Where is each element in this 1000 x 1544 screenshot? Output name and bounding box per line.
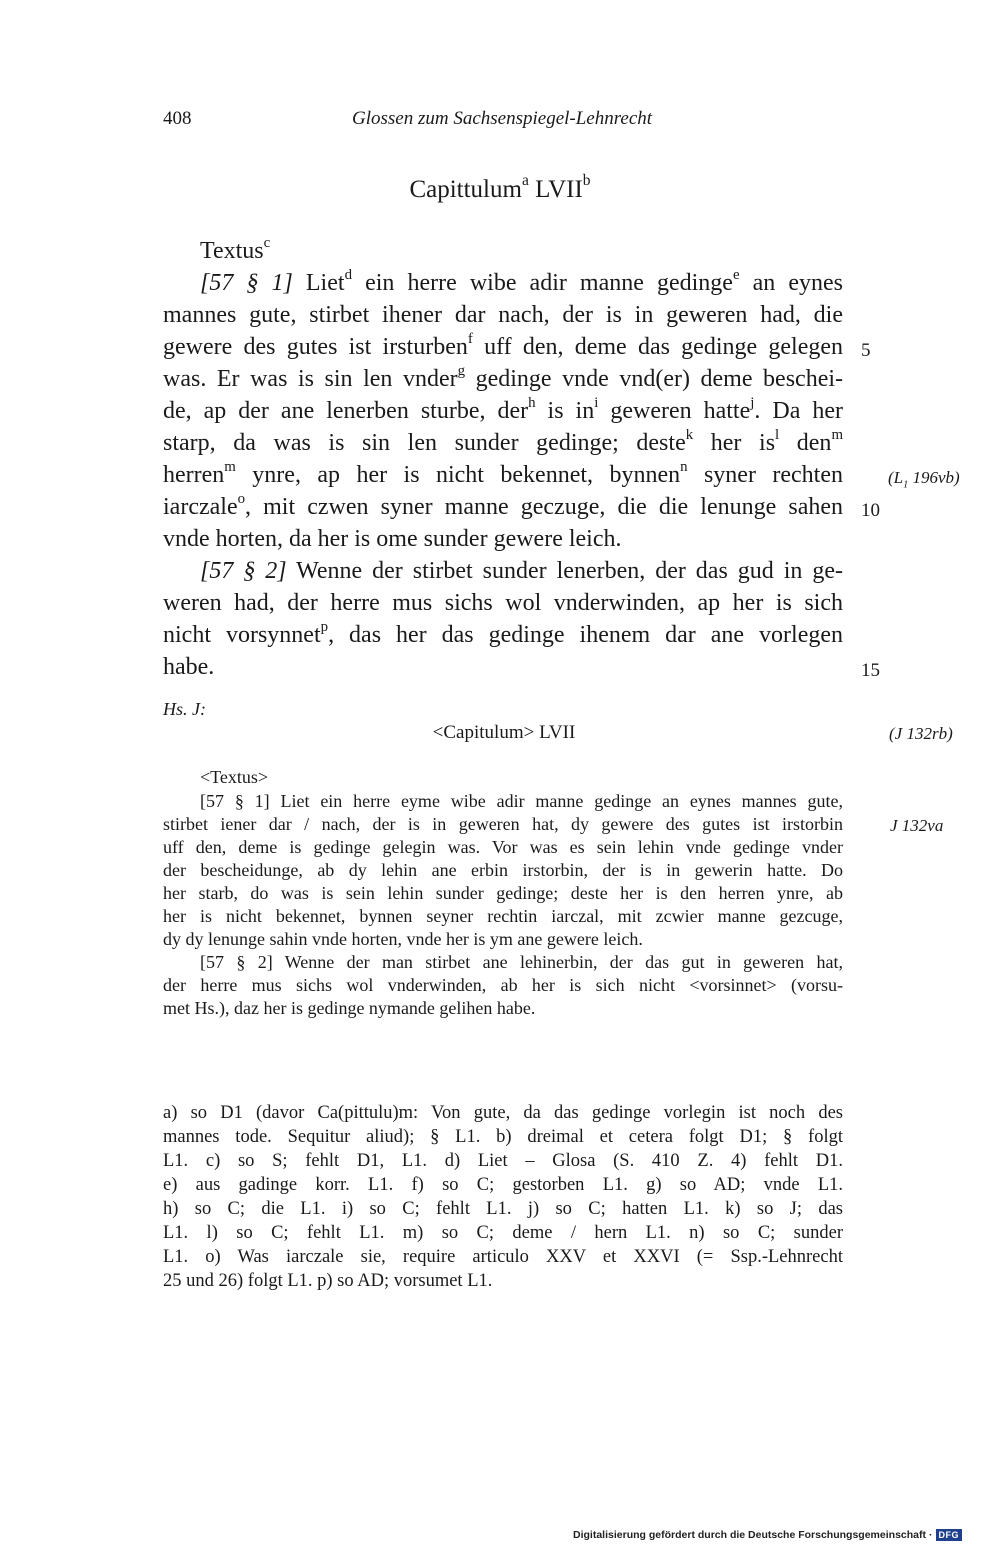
manuscript-line: [57 § 1] Liet ein herre eyme wibe adir manne gedinge an eynes mannes gute, [200, 791, 843, 811]
footer-credit: Digitalisierung gefördert durch die Deutsche Forschungsgemeinschaft · DFG [573, 1529, 962, 1541]
paragraph-ref: [57 § 2] [200, 558, 287, 584]
text-line: vnde horten, da her is ome sunder gewere leich. [163, 526, 622, 552]
line-number: 15 [861, 660, 880, 681]
text-line: iarczale$^o$, mit czwen syner manne geczuge, die die lenunge sahen [163, 490, 843, 520]
text-line: habe. [163, 654, 215, 680]
manuscript-line: dy dy lenunge sahin vnde horten, vnde her is ym ane gewere leich. [163, 929, 643, 949]
apparatus-line: 25 und 26) folgt L1. p) so AD; vorsumet L1. [163, 1271, 493, 1291]
chapter-title: Capittulum$^a$ LVII$^b$ [409, 172, 591, 203]
text-line: weren had, der herre mus sichs wol vnderwinden, ap her is sich [163, 590, 843, 616]
page-number: 408 [163, 108, 192, 129]
manuscript-line: [57 § 2] Wenne der man stirbet ane lehinerbin, der das gut in geweren hat, [200, 952, 843, 972]
apparatus-line: a) so D1 (davor Ca(pittulu)m: Von gute, da das gedinge vorlegin ist noch des [163, 1103, 843, 1123]
apparatus-line: mannes tode. Sequitur aliud); § L1. b) dreimal et cetera folgt D1; § folgt [163, 1127, 843, 1147]
text-line: [57 § 2] Wenne der stirbet sunder lenerben, der das gud in ge- [200, 558, 843, 584]
apparatus-line: e) aus gadinge korr. L1. f) so C; gestorben L1. g) so AD; vnde L1. [163, 1175, 843, 1195]
apparatus-line: L1. o) Was iarczale sie, require articulo XXV et XXVI (= Ssp.-Lehnrecht [163, 1247, 843, 1267]
text-line: gewere des gutes ist irsturben$^f$ uff den, deme das gedinge gelegen [163, 330, 843, 360]
manuscript-line: stirbet iener dar / nach, der is in geweren hat, dy gewere des gutes ist irstorbin [163, 814, 843, 834]
manuscript-line: uff den, deme is gedinge gelegin was. Vor was es sein lehin vnde gedinge vnder [163, 837, 843, 857]
manuscript-line: met Hs.), daz her is gedinge nymande gelihen habe. [163, 998, 536, 1018]
textus-heading: Textus$^c$ [200, 234, 271, 264]
paragraph-ref: [57 § 1] [200, 270, 293, 296]
manuscript-line: der herre mus sichs wol vnderwinden, ab her is sich nicht <vorsinnet> (vorsu- [163, 975, 843, 995]
apparatus-line: h) so C; die L1. i) so C; fehlt L1. j) so C; hatten L1. k) so J; das [163, 1199, 843, 1219]
line-number: 10 [861, 500, 880, 521]
line-number: 5 [861, 340, 871, 361]
manuscript-line: der bescheidunge, ab dy lehin ane erbin irstorbin, der is in gewerin hatte. Do [163, 860, 843, 880]
text-line: herren$^m$ ynre, ap her is nicht bekennet, bynnen$^n$ syner rechten [163, 458, 843, 488]
text-line: nicht vorsynnet$^p$, das her das gedinge ihenem dar ane vorlegen [163, 618, 844, 648]
margin-note-j-head: (J 132rb) [889, 724, 953, 743]
footer-credit-text: Digitalisierung gefördert durch die Deutsche Forschungsgemeinschaft [573, 1529, 926, 1541]
text-line: [57 § 1] Liet$^d$ ein herre wibe adir manne gedinge$^e$ an eynes [200, 266, 844, 296]
margin-note-l1: ($L_1$ 196vb) [888, 468, 960, 491]
running-title: Glossen zum Sachsenspiegel-Lehnrecht [352, 108, 653, 129]
manuscript-line: her starb, do was is sein lehin sunder gedinge; deste her is den herren ynre, ab [163, 883, 843, 903]
text-line: de, ap der ane lenerben sturbe, der$^h$ is $in^i$ geweren hatte$^j$. Da her [163, 394, 843, 424]
apparatus-line: L1. c) so S; fehlt D1, L1. d) Liet – Glosa (S. 410 Z. 4) fehlt D1. [163, 1151, 843, 1171]
apparatus-line: L1. l) so C; fehlt L1. m) so C; deme / hern L1. n) so C; sunder [163, 1223, 843, 1243]
manuscript-heading: <Capitulum> LVII [432, 722, 576, 743]
manuscript-line: her is nicht bekennet, bynnen seyner rechtin iarczal, mit zcwier manne gezcuge, [163, 906, 843, 926]
text-line: mannes gute, stirbet ihener dar nach, der is in geweren had, die [163, 302, 843, 328]
text-line: was. Er was is sin len vnder$^g$ gedinge vnde vnd(er) deme beschei- [163, 362, 844, 392]
manuscript-textus: <Textus> [200, 767, 269, 787]
manuscript-siglum: Hs. J: [163, 699, 206, 719]
text-line: starp, da was is sin len sunder gedinge; deste$^k$ her $is^l$ den$^m$ [163, 426, 844, 456]
dfg-logo-icon: DFG [936, 1529, 963, 1541]
margin-note-j-text: J 132va [890, 816, 944, 835]
